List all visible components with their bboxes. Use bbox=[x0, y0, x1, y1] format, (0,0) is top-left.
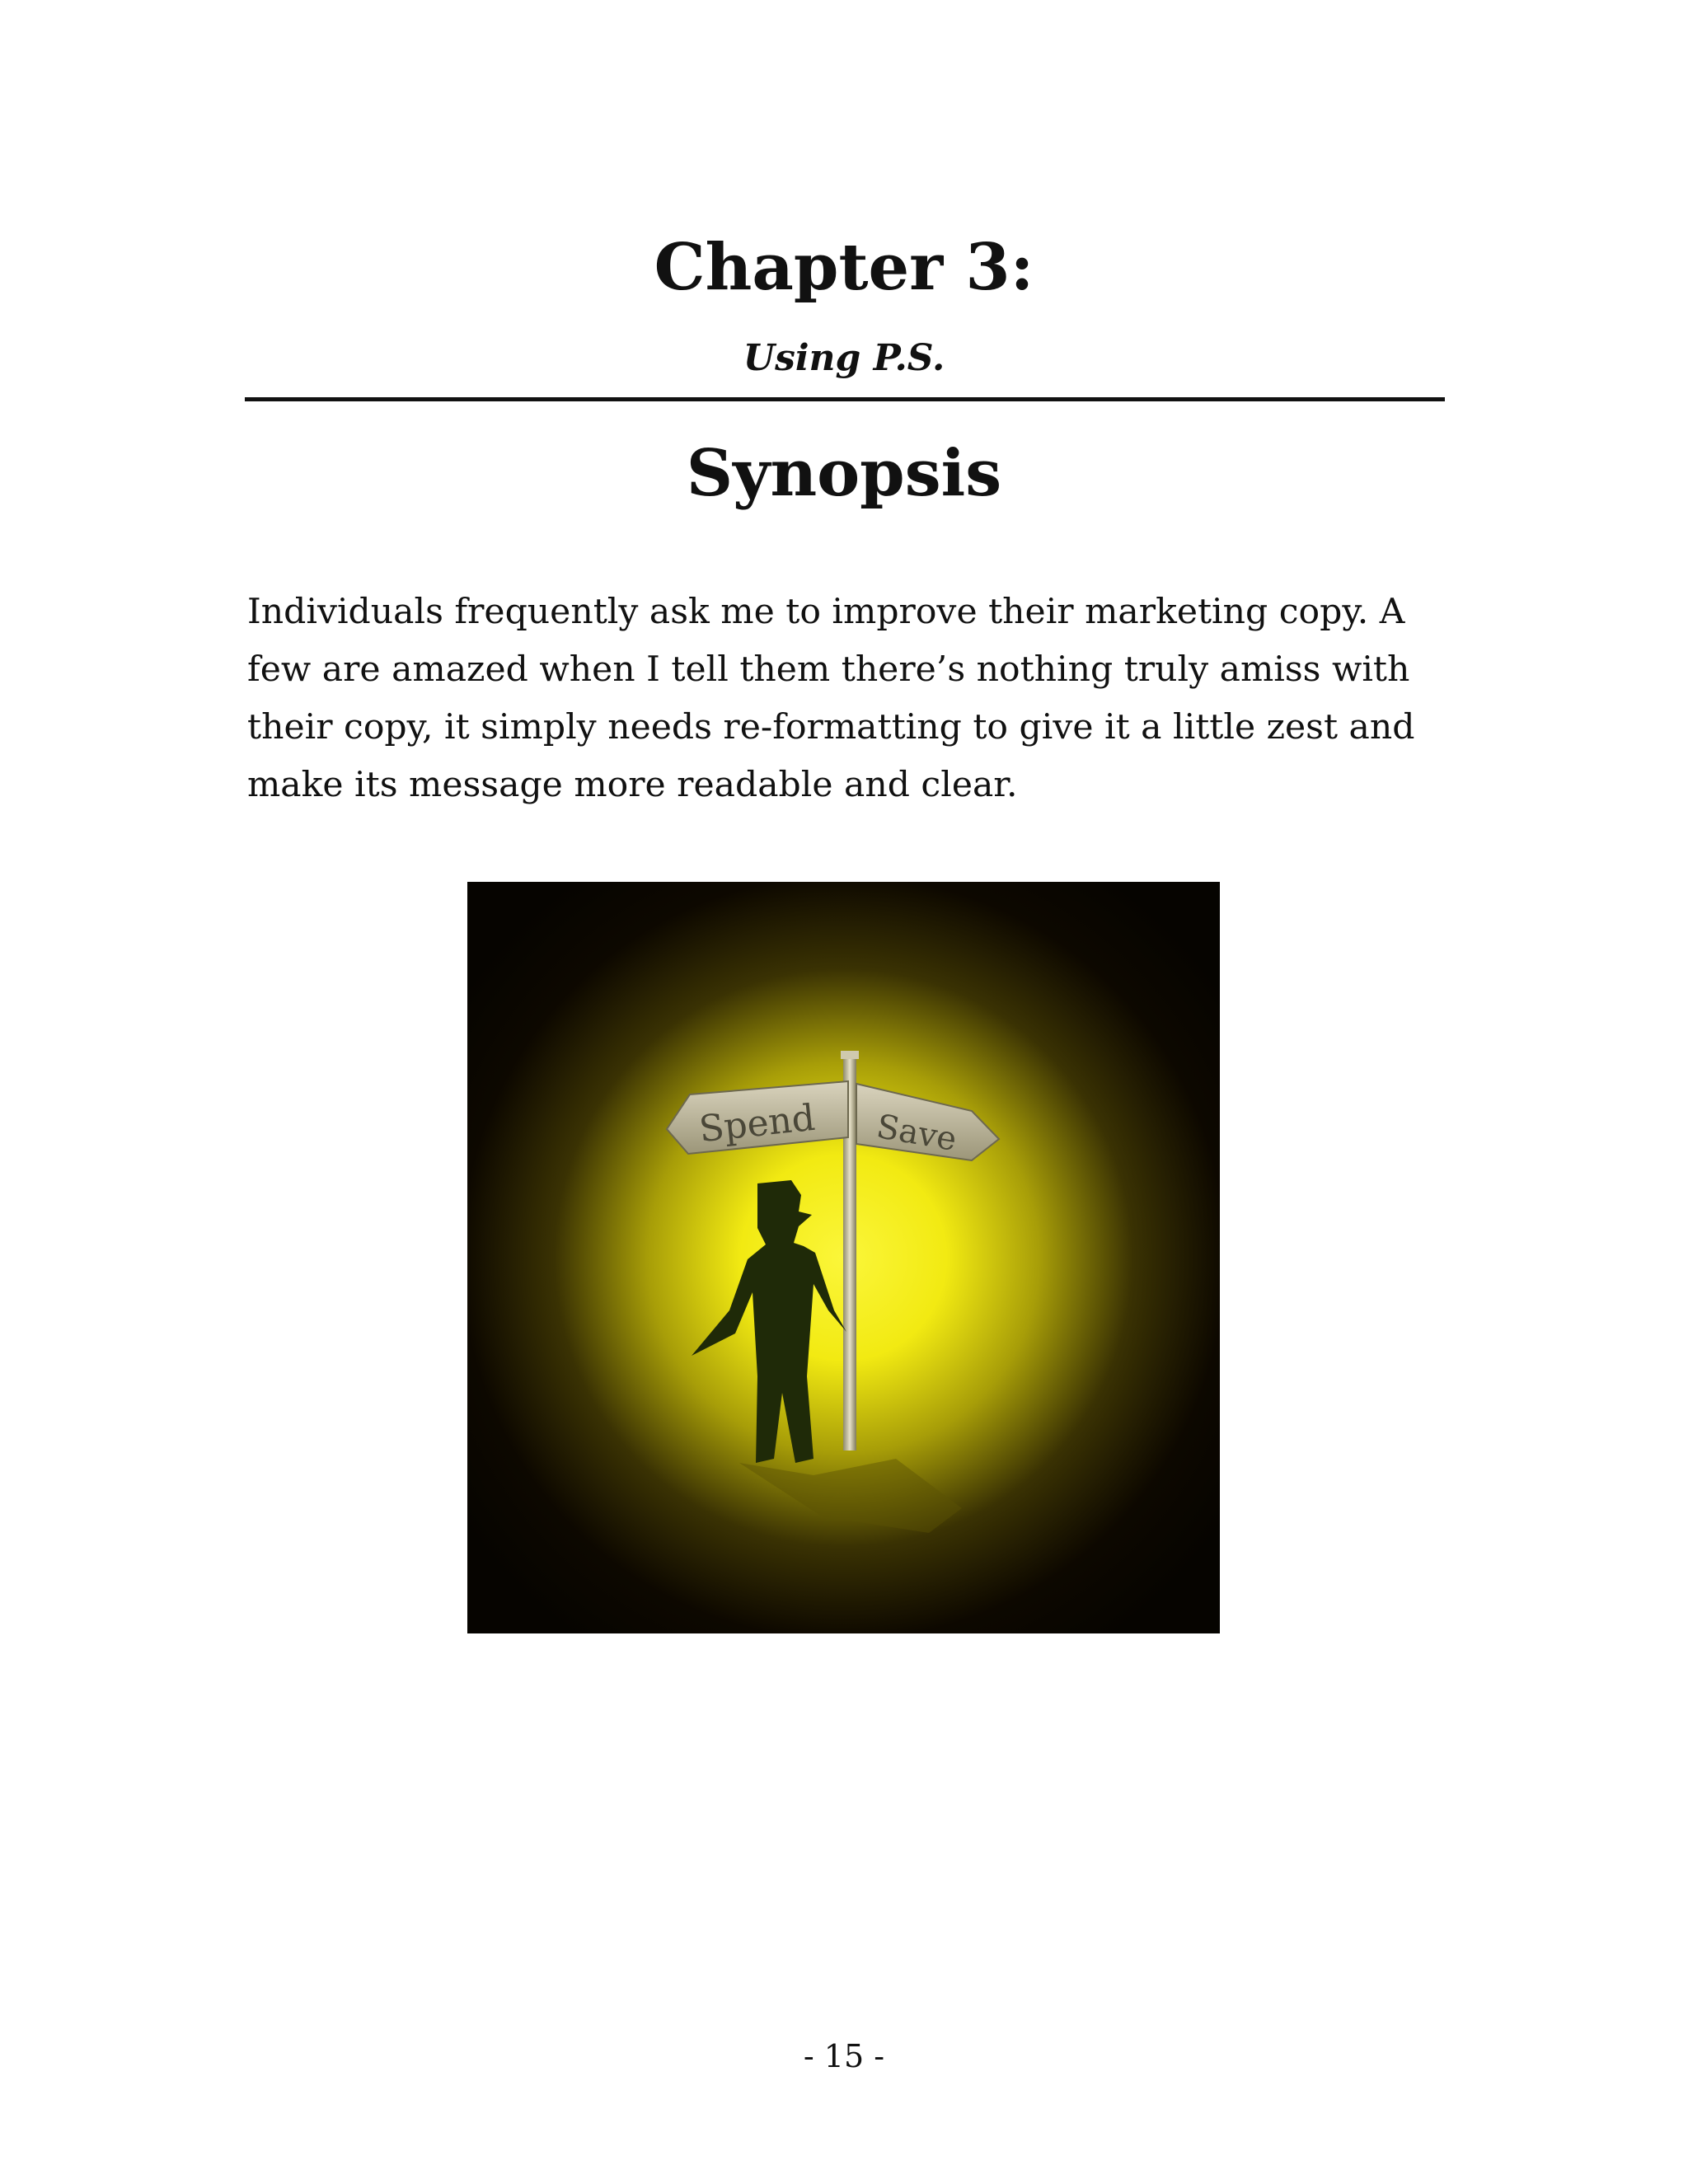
synopsis-paragraph: Individuals frequently ask me to improve their marketing copy. A few are amazed when I tell them there’s nothing truly amiss with their copy, it simply needs re-formatting to give it a little zest and make its message more readable and clear. bbox=[247, 592, 1415, 805]
crossroads-illustration-svg bbox=[467, 882, 1220, 1633]
sign-post-top bbox=[841, 1051, 859, 1059]
horizontal-rule bbox=[245, 397, 1445, 401]
section-heading: Synopsis bbox=[686, 436, 1002, 511]
chapter-title: Chapter 3: bbox=[654, 230, 1034, 305]
save-sign-label: Save bbox=[873, 1107, 960, 1160]
crossroads-illustration bbox=[467, 882, 1220, 1633]
spend-sign-label: Spend bbox=[696, 1096, 818, 1151]
chapter-subtitle: Using P.S. bbox=[743, 337, 945, 379]
page-number: - 15 - bbox=[803, 2038, 885, 2074]
